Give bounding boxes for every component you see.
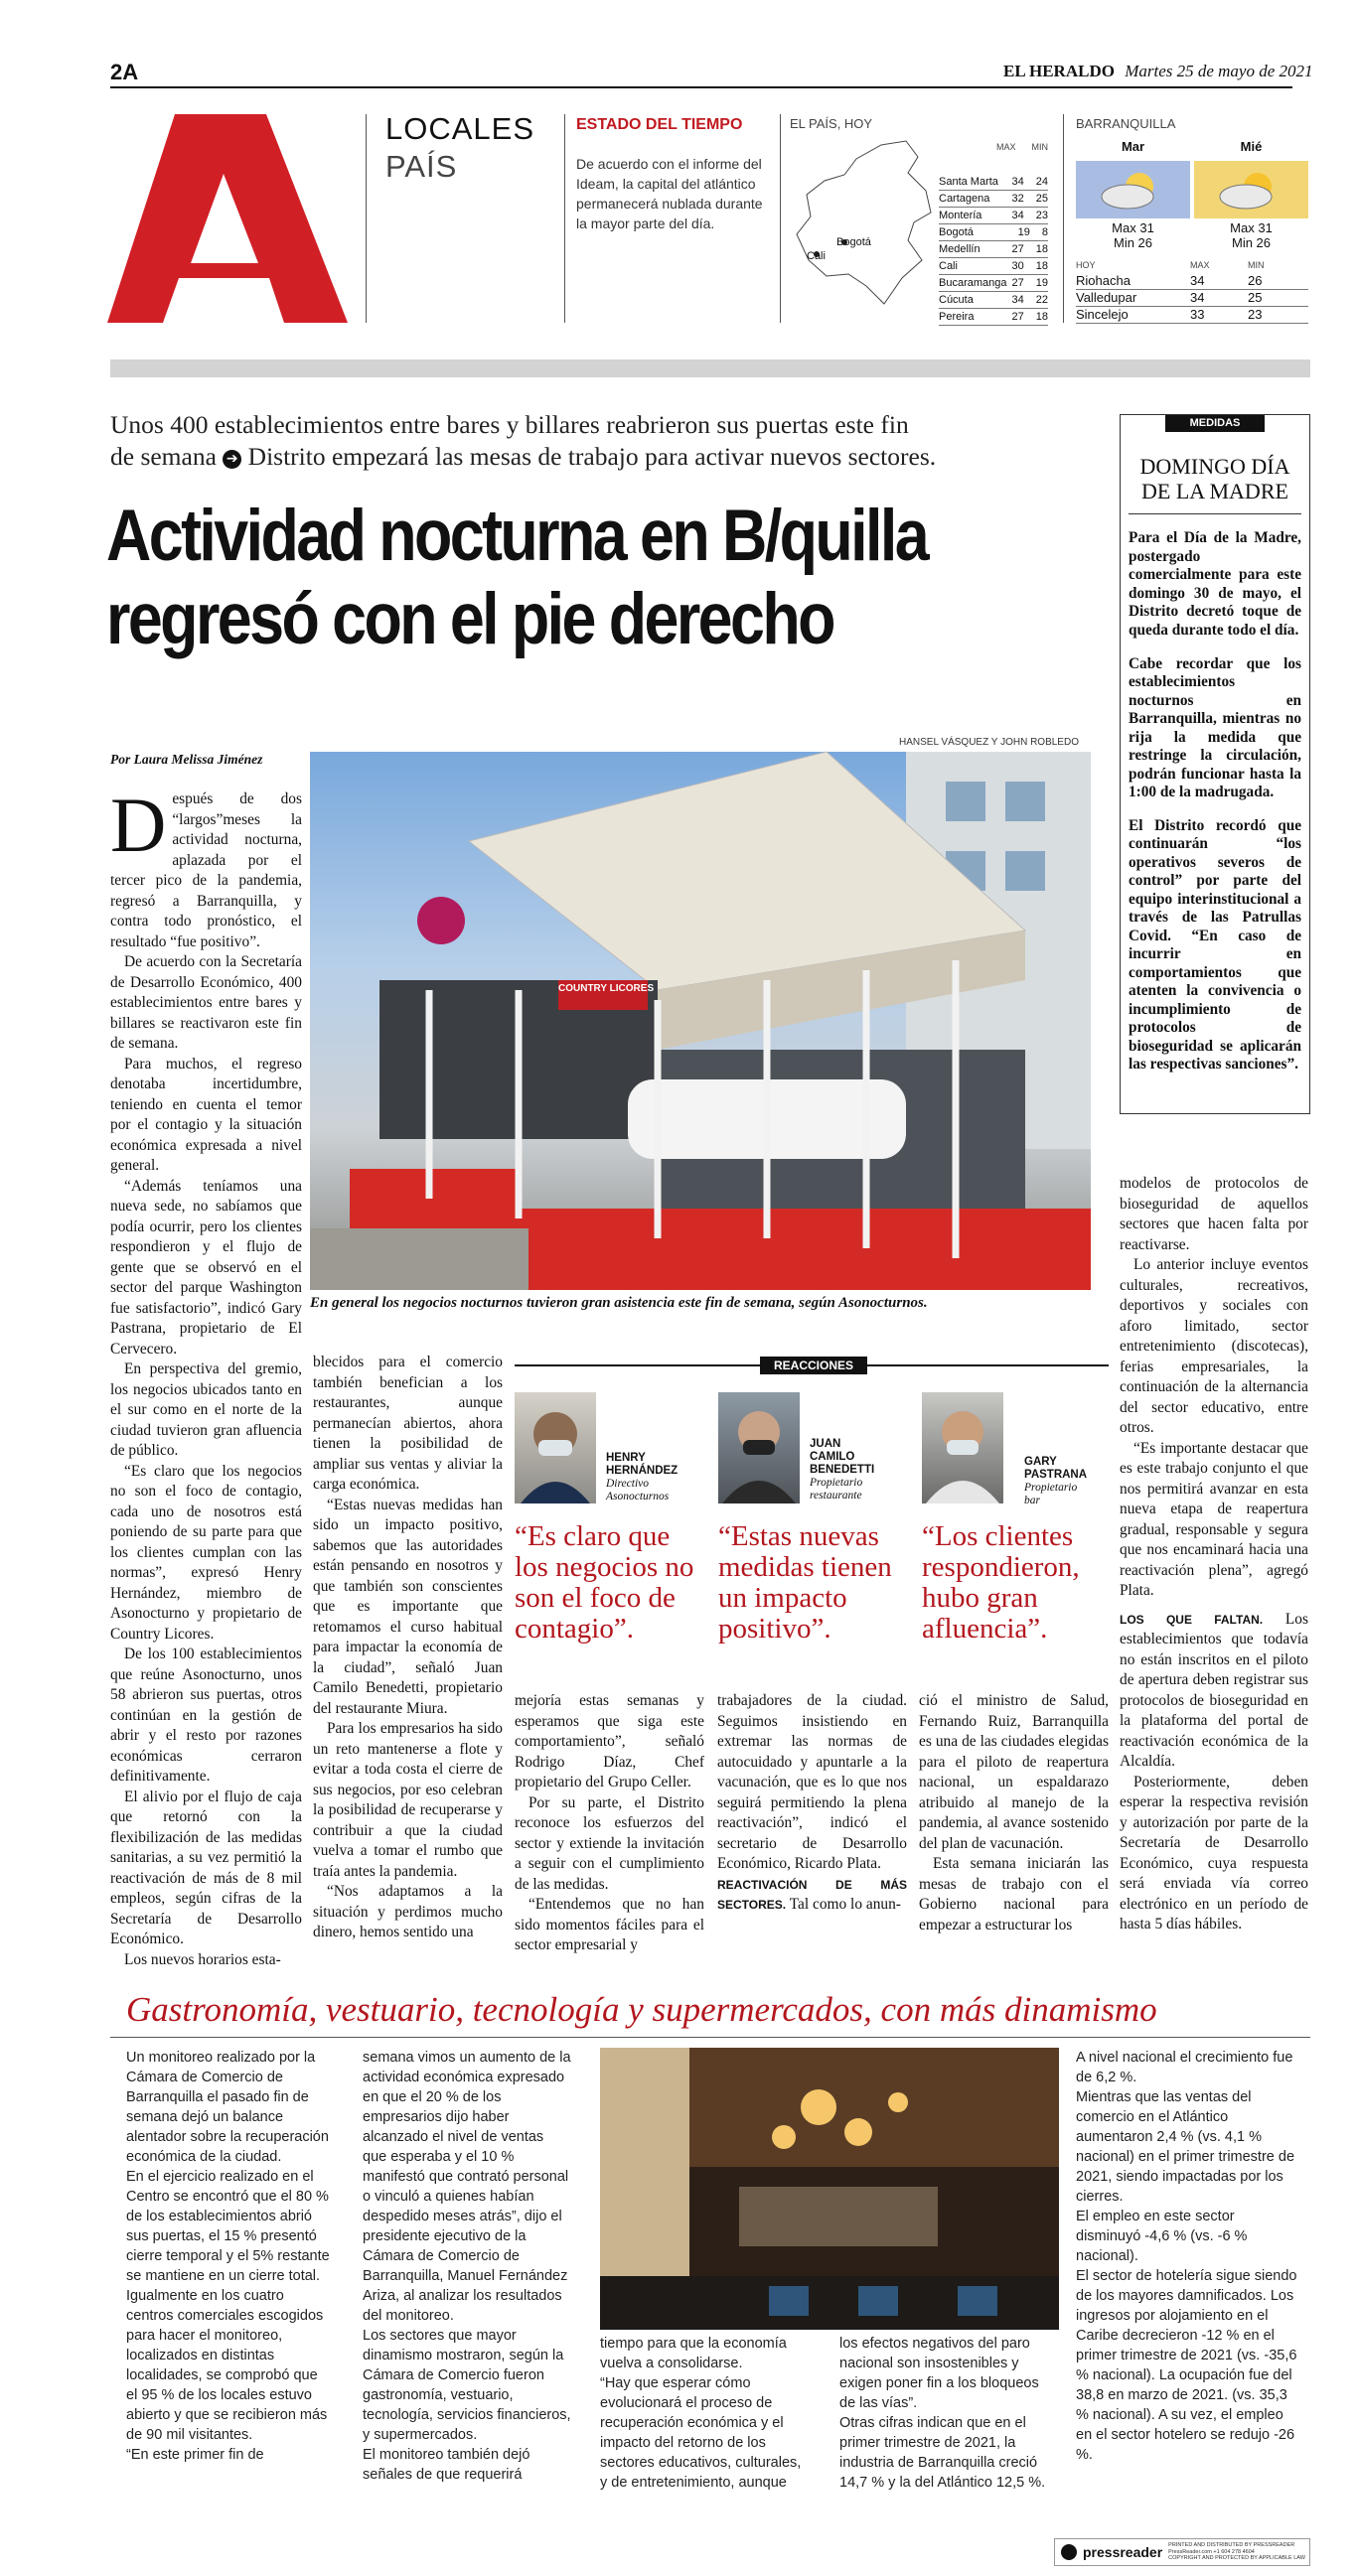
subhead: LOS QUE FALTAN. [1120, 1612, 1264, 1627]
reaction-person [1024, 1456, 1087, 1507]
paragraph: “Hay que esperar cómo evolucionará el proceso de recuperación económica y el impacto del retorno de los sectores educativos, culturales, y de entretenimiento, aunque [600, 2375, 802, 2491]
portrait-image [718, 1392, 800, 1503]
paragraph: “Entendemos que no han sido momentos fáciles para el sector empresarial y [515, 1896, 704, 1953]
city-min: 19 [1035, 277, 1048, 289]
article-column-2 [313, 1353, 503, 1940]
paragraph: Tal como lo anun- [789, 1896, 901, 1913]
city-min: 25 [1248, 290, 1263, 305]
local-weather-row [1076, 307, 1308, 324]
barranquilla-forecast [1076, 139, 1308, 253]
footer-legal [1168, 2542, 1305, 2562]
paragraph: Para los empresarios ha sido un reto mantenerse a flote y evitar a toda costa el cierre de sus negocios, por eso celebran la posibilidad de recuperarse y contribuir a que la ciudad vuelva a tomar el rumbo que traía antes la pandemia. [313, 1720, 503, 1880]
colombia-map-icon [787, 137, 936, 311]
sidebar-label: MEDIDAS [1165, 415, 1265, 432]
city-min: 25 [1035, 193, 1048, 205]
forecast-max: Max 31 [1112, 220, 1154, 235]
paragraph: De acuerdo con la Secretaría de Desarrollo Económico, 400 establecimientos entre bares y billares se reactivaron este fin de semana. [110, 953, 302, 1052]
header-grey-band [110, 359, 1310, 377]
paragraph: Cabe recordar que los establecimientos nocturnos en Barranquilla, mientras no rija la medida que restringe la circulación, podrán funcionar hasta la 1:00 de la madrugada. [1129, 654, 1301, 801]
paragraph: Para el Día de la Madre, postergado comercialmente para este domingo 30 de mayo, el Distrito decretó toque de queda durante todo el día. [1129, 529, 1301, 639]
city-name: Santa Marta [939, 176, 998, 188]
city-weather-row [939, 292, 1048, 309]
city-max: 34 [1190, 290, 1205, 305]
city-max: 33 [1190, 307, 1205, 322]
forecast-range [1076, 220, 1190, 250]
second-column-2 [363, 2048, 571, 2524]
national-weather-table [939, 142, 1048, 326]
paragraph: Los nuevos horarios esta- [124, 1950, 281, 1968]
paragraph: semana vimos un aumento de la actividad económica expresado en que el 20 % de los empresarios dijo haber alcanzado el nivel de ventas que esperaba y el 10 % manifestó que contrató personal o vinculó a quienes habían despedido meses atrás”, dijo el presidente ejecutivo de la Cámara de Comercio de Barranquilla, Manuel Fernández Ariza, al analizar los resultados del monitoreo. [363, 2050, 571, 2324]
kicker-line: Unos 400 establecimientos entre bares y billares reabrieron sus puertas este fin [110, 410, 909, 439]
col-min-label: MIN [1031, 142, 1048, 152]
weather-text: De acuerdo con el informe del Ideam, la capital del atlántico permanecerá nublada durante la mayor parte del día. [576, 156, 763, 231]
paragraph: “Estas nuevas medidas han sido un impacto positivo, sabemos que las autoridades están pensando en nosotros y que también son conscientes que es importante que retomamos el curso habitual para impactar la economía de la ciudad”, señaló Juan Camilo Benedetti, propietario del restaurante Miura. [313, 1496, 503, 1717]
city-max: 30 [1011, 260, 1024, 272]
local-weather-row [1076, 290, 1308, 307]
city-max: 34 [1011, 176, 1024, 188]
reaction-card [922, 1392, 1111, 1680]
partly-cloudy-icon [1194, 161, 1308, 218]
reaction-person [606, 1452, 678, 1503]
person-role: restaurante [810, 1490, 862, 1502]
city-min: 26 [1248, 273, 1263, 288]
paragraph: Esta semana iniciarán las mesas de trabajo con el Gobierno nacional para empezar a estructurar los [919, 1855, 1109, 1933]
city-max: 34 [1011, 294, 1024, 306]
city-weather-row [939, 224, 1048, 241]
city-min: 22 [1035, 294, 1048, 306]
legal-line: COPYRIGHT AND PROTECTED BY APPLICABLE LAW [1168, 2555, 1305, 2562]
pull-quote: “Es claro que los negocios no son el foco de contagio”. [515, 1520, 694, 1645]
lead-photo [310, 752, 1091, 1290]
pressreader-badge [1054, 2538, 1310, 2566]
paragraph: El sector de hotelería sigue siendo de los mayores damnificados. Los ingresos por alojamiento en el Caribe decrecieron -12 % en el primer trimestre de 2021 (vs. -35,6 % nacional). La ocupación fue del 38,8 en marzo de 2021. (vs. 35,3 % nacional). A su vez, el empleo en el sector hotelero se redujo -26 %. [1076, 2268, 1297, 2463]
forecast-box [1076, 161, 1190, 218]
city-name: Sincelejo [1076, 307, 1129, 322]
second-column-4 [839, 2334, 1058, 2522]
headline-line: Actividad nocturna en B/quilla [106, 496, 928, 576]
paragraph: los efectos negativos del paro nacional son insostenibles y exigen poner fin a los bloqueos de las vías”. [839, 2336, 1039, 2411]
paragraph: El Distrito recordó que continuarán “los operativos severos de control” por parte del equipo interinstitucional a través de las Patrullas Covid. “En caso de incurrir en comportamientos que atenten la convivencia o incumplimiento de protocolos de bioseguridad se aplicarán las respectivas sanciones”. [1129, 816, 1301, 1073]
person-name: HERNÁNDEZ [606, 1465, 679, 1477]
city-weather-row [939, 208, 1048, 224]
divider [780, 114, 781, 323]
header-rule [110, 86, 1292, 88]
second-headline: Gastronomía, vestuario, tecnología y supermercados, con más dinamismo [126, 1990, 1157, 2029]
photo-sign: COUNTRY LICORES [558, 983, 655, 994]
paragraph: mejoría estas semanas y esperamos que siga este comportamiento”, señaló Rodrigo Díaz, Chef propietario del Grupo Celler. [515, 1692, 704, 1790]
arrow-icon: ➔ [223, 450, 241, 469]
person-name: JUAN [810, 1438, 841, 1450]
city-name: Riohacha [1076, 273, 1131, 288]
city-max: 19 [1017, 226, 1030, 238]
header-place: HOY [1076, 260, 1096, 270]
reactions-label: REACCIONES [760, 1357, 867, 1374]
person-role: Propietario [810, 1477, 863, 1489]
city-min: 23 [1035, 210, 1048, 221]
paragraph: Lo anterior incluye eventos culturales, recreativos, deportivos y sociales con aforo limitado, sector entretenimiento (discotecas), ferias empresariales, la continuación de la alternancia del sector educativo, entre otros. [1120, 1256, 1308, 1436]
portrait-gary [922, 1392, 1003, 1503]
local-weather-row [1076, 273, 1308, 290]
weather-title: ESTADO DEL TIEMPO [576, 116, 743, 133]
section-letter-A [107, 114, 356, 323]
byline: Por Laura Melissa Jiménez [110, 752, 263, 767]
local-weather-table [1076, 273, 1308, 324]
paper-name: EL HERALDO [1003, 62, 1115, 80]
section-secondary: PAÍS [385, 149, 458, 184]
city-min: 8 [1041, 226, 1048, 238]
portrait-henry [515, 1392, 596, 1503]
legal-line: PRINTED AND DISTRIBUTED BY PRESSREADER [1168, 2542, 1295, 2549]
second-column-3 [600, 2334, 809, 2522]
city-name: Cúcuta [939, 294, 974, 306]
kicker-part: Distrito empezará las mesas de trabajo para activar nuevos sectores. [247, 442, 937, 471]
paragraph: espués de dos “largos”meses la actividad nocturna, aplazada por el tercer pico de la pandemia, regresó a Barranquilla, y contra todo pronóstico, el resultado “fue positivo”. [110, 790, 302, 950]
kicker [110, 409, 936, 473]
paragraph: trabajadores de la ciudad. Seguimos insistiendo en extremar las normas de autocuidado y apuntarle a la vacunación, que es lo que nos seguirá permitiendo la plena reactivación”, indicó el secretario de Desarrollo Económico, Ricardo Plata. [717, 1692, 907, 1872]
forecast-box [1194, 161, 1308, 218]
city-min: 18 [1035, 311, 1048, 323]
header-max: MAX [1190, 260, 1210, 270]
paragraph: tiempo para que la economía vuelva a consolidarse. [600, 2336, 787, 2371]
bar-storefront-image [310, 752, 1091, 1290]
city-name: Pereira [939, 311, 975, 323]
headline-line: regresó con el pie derecho [106, 579, 833, 659]
sidebar-body [1129, 529, 1301, 1074]
city-min: 18 [1035, 243, 1048, 255]
paragraph: El monitoreo también dejó señales de que requerirá [363, 2447, 530, 2483]
kicker-line [110, 441, 936, 473]
paragraph: El alivio por el flujo de caja que retornó con la flexibilización de las medidas sanitarias, a su vez permitió la reactivación de más de 8 mil empleos, según cifras de la Secretaría de Desarrollo Económico. [110, 1788, 302, 1947]
header-min: MIN [1248, 260, 1265, 270]
reaction-person [810, 1438, 874, 1503]
page-number: 2A [110, 60, 139, 84]
paragraph: “Es claro que los negocios no son el foco de contagio, cada uno de nosotros está poniendo de su parte para que los clientes cumplan con las normas”, expresó Henry Hernández, miembro de Asonocturno y propietario de Country Licores. [110, 1462, 302, 1643]
divider [366, 114, 367, 323]
paragraph: En perspectiva del gremio, los negocios ubicados tanto en el sur como en el norte de la ciudad tuvieron gran afluencia de público. [110, 1360, 302, 1459]
reaction-card [515, 1392, 718, 1680]
footer-brand: pressreader [1083, 2544, 1163, 2560]
sidebar-title: DOMINGO DÍA DE LA MADRE [1139, 454, 1290, 503]
kicker-part: de semana [110, 442, 217, 471]
dropcap: D [110, 782, 167, 868]
city-min: 23 [1248, 307, 1263, 322]
second-rule [110, 2037, 1310, 2038]
local-table-header [1076, 260, 1308, 270]
paragraph: “Nos adaptamos a la situación y perdimos mucho dinero, hemos sentido una [313, 1883, 503, 1940]
person-name: CAMILO [810, 1451, 855, 1463]
article-column-5 [919, 1691, 1109, 1933]
person-role: Directivo [606, 1478, 650, 1490]
city-min: 24 [1035, 176, 1048, 188]
city-max: 27 [1011, 311, 1024, 323]
paragraph: Por su parte, el Distrito reconoce los esfuerzos del sector y extiende la invitación a seguir con el cumplimiento de las medidas. [515, 1793, 704, 1893]
city-max: 34 [1190, 273, 1205, 288]
pressreader-logo-icon [1061, 2544, 1077, 2560]
paragraph: Mientras que las ventas del comercio en el Atlántico aumentaron 2,4 % (vs. 4,1 % nacional) en el primer trimestre de 2021, siendo impactadas por los cierres. [1076, 2089, 1295, 2205]
paragraph: blecidos para el comercio también benefician a los restaurantes, aunque permanecían abiertos, ahora tienen la posibilidad de ampliar sus ventas y aliviar la carga económica. [313, 1354, 503, 1493]
weather-country-label: EL PAÍS, HOY [790, 116, 873, 131]
article-column-4 [717, 1691, 907, 1930]
section-primary: LOCALES [385, 111, 535, 146]
restaurant-interior-image [600, 2048, 1059, 2330]
divider [564, 114, 565, 323]
person-name: PASTRANA [1024, 1469, 1088, 1481]
partly-cloudy-icon [1076, 161, 1190, 218]
person-role: bar [1024, 1495, 1040, 1506]
headline [106, 495, 927, 661]
forecast-day: Mié [1240, 139, 1263, 154]
city-weather-row [939, 309, 1048, 326]
article-column-3 [515, 1691, 704, 1953]
city-name: Bogotá [939, 226, 974, 238]
city-weather-row [939, 241, 1048, 258]
portrait-image [515, 1392, 596, 1503]
map-city-cali: Cali [807, 250, 826, 262]
paragraph: modelos de protocolos de bioseguridad de aquellos sectores que hacen falta por reactivarse. [1120, 1175, 1308, 1253]
portrait-image [922, 1392, 1003, 1503]
forecast-min: Min 26 [1113, 235, 1153, 250]
col-max-label: MAX [995, 142, 1016, 152]
subhead: REACTIVACIÓN DE MÁS SECTORES. [717, 1877, 907, 1912]
paragraph: Otras cifras indican que en el primer trimestre de 2021, la industria de Barranquilla creció 14,7 % y la del Atlántico 12,5 %. [839, 2415, 1046, 2491]
forecast-range [1194, 220, 1308, 250]
map-city-bogota: Bogotá [836, 236, 871, 248]
second-column-5 [1076, 2048, 1299, 2524]
paragraph: De los 100 establecimientos que reúne Asonocturno, unos 58 abrieron sus puertas, otros continúan en la gestión de abrir y el resto por razones económicas cerraron definitivamente. [110, 1646, 302, 1785]
city-name: Cali [939, 260, 958, 272]
pull-quote: “Los clientes respondieron, hubo gran afluencia”. [922, 1520, 1080, 1645]
second-column-1 [126, 2048, 332, 2524]
city-max: 27 [1011, 277, 1024, 289]
legal-line: PressReader.com +1 604 278 4604 [1168, 2548, 1255, 2555]
paragraph: En el ejercicio realizado en el Centro se encontró que el 80 % de los establecimientos abrió sus puertas, el 15 % presentó cierre temporal y el 5% restante se mantiene en un cierre total. Igualmente en los cuatro centros comerciales escogidos para hacer el monitoreo, localizados en distintas localidades, se comprobó que el 95 % de los locales estuvo abierto y que se recibieron más de 90 mil visitantes. [126, 2169, 330, 2443]
article-column-6 [1120, 1174, 1308, 1933]
paragraph: Los establecimientos que todavía no están inscritos en el piloto de apertura deben registrar sus protocolos de bioseguridad en la plataforma del portal de reactivación económica de la Alcaldía. [1120, 1610, 1308, 1770]
person-role: Asonocturnos [606, 1491, 670, 1503]
paragraph: ció el ministro de Salud, Fernando Ruiz, Barranquilla es una de las ciudades elegidas para el piloto de reapertura nacional, un espaldarazo atribuido al manejo de la pandemia, al avance sostenido del plan de vacunación. [919, 1692, 1109, 1852]
paragraph: Los sectores que mayor dinamismo mostraron, según la Cámara de Comercio fueron gastronomía, vestuario, tecnología, servicios financieros, y supermercados. [363, 2328, 571, 2443]
forecast-min: Min 26 [1231, 235, 1272, 250]
paragraph: A nivel nacional el crecimiento fue de 6,2 %. [1076, 2050, 1293, 2085]
city-weather-row [939, 275, 1048, 292]
paragraph: Para muchos, el regreso denotaba incertidumbre, teniendo en cuenta el temor por el contagio y la situación económica expresada a nivel general. [110, 1055, 302, 1174]
photo-credit: HANSEL VÁSQUEZ Y JOHN ROBLEDO [899, 737, 1079, 748]
city-weather-row [939, 258, 1048, 275]
portrait-juan-camilo [718, 1392, 800, 1503]
paragraph: “En este primer fin de [126, 2447, 264, 2463]
person-name: HENRY [606, 1452, 646, 1464]
sidebar-box [1120, 414, 1310, 1114]
photo-caption: En general los negocios nocturnos tuvieron gran asistencia este fin de semana, según Asonocturnos. [310, 1295, 928, 1311]
paragraph: Un monitoreo realizado por la Cámara de Comercio de Barranquilla el pasado fin de semana dejó un balance alentador sobre la recuperación económica de la ciudad. [126, 2050, 329, 2165]
pull-quote: “Estas nuevas medidas tienen un impacto positivo”. [718, 1520, 892, 1645]
divider [1063, 114, 1064, 323]
city-max: 27 [1011, 243, 1024, 255]
city-min: 18 [1035, 260, 1048, 272]
forecast-max: Max 31 [1230, 220, 1273, 235]
paragraph: Posteriormente, deben esperar la respectiva revisión y autorización por parte de la Secretaría de Desarrollo Económico, cuya respuesta será enviada vía correo electrónico en un período de hasta 5 días hábiles. [1120, 1773, 1308, 1932]
paragraph: “Es importante destacar que es este trabajo conjunto el que nos permitirá avanzar en esta nueva etapa de reapertura gradual, responsable y segura que nos encaminará hacia una reactivación plena”, agregó Plata. [1120, 1439, 1308, 1599]
city-max: 32 [1011, 193, 1024, 205]
city-weather-row [939, 191, 1048, 208]
paragraph: El empleo en este sector disminuyó -4,6 % (vs. -6 % nacional). [1076, 2209, 1248, 2264]
city-weather-row [939, 174, 1048, 191]
city-name: Medellín [939, 243, 981, 255]
issue-date: Martes 25 de mayo de 2021 [1125, 62, 1313, 80]
city-label: BARRANQUILLA [1076, 116, 1176, 131]
person-role: Propietario [1024, 1482, 1078, 1494]
city-name: Montería [939, 210, 982, 221]
city-name: Cartagena [939, 193, 990, 205]
city-max: 34 [1011, 210, 1024, 221]
article-column-1 [110, 782, 302, 1968]
city-name: Valledupar [1076, 290, 1137, 305]
paragraph: “Además teníamos una nueva sede, no sabíamos que podía ocurrir, pero los clientes respondieron y el flujo de gente que se observó en el sector del parque Washington fue satisfactorio”, indicó Gary Pastrana, propietario de El Cervecero. [110, 1177, 302, 1358]
reaction-card [718, 1392, 922, 1680]
masthead-dateline [1003, 62, 1313, 81]
city-name: Bucaramanga [939, 277, 1007, 289]
person-name: BENEDETTI [810, 1464, 875, 1476]
forecast-day: Mar [1121, 139, 1145, 154]
restaurant-photo [600, 2048, 1059, 2330]
person-name: GARY [1024, 1456, 1057, 1468]
